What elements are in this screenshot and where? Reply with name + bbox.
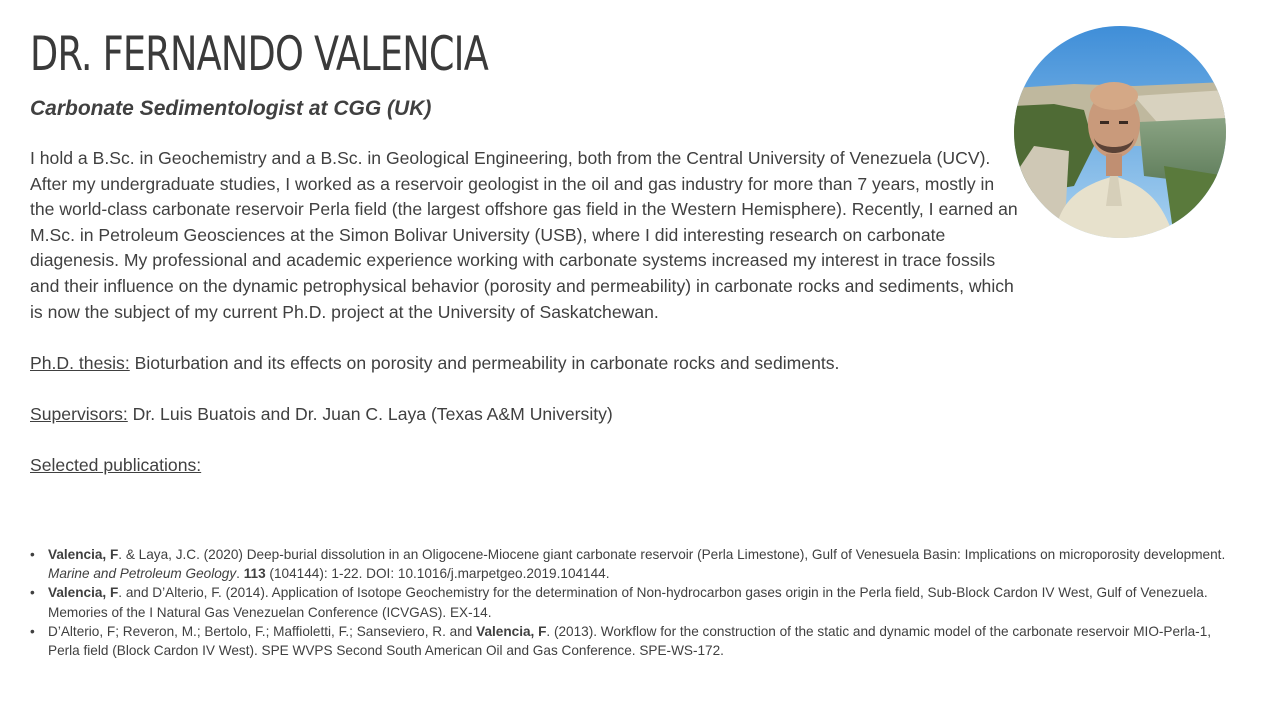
publication-text: (104144): 1-22. DOI: 10.1016/j.marpetgeo.2019.104144.: [265, 566, 610, 582]
supervisors-line: [30, 402, 1020, 428]
publications-list: [30, 545, 1230, 660]
publication-text: D’Alterio, F; Reveron, M.; Bertolo, F.; Maffioletti, F.; Sanseviero, R. and: [48, 623, 477, 639]
publications-label: Selected publications:: [30, 455, 202, 476]
supervisors-text: Dr. Luis Buatois and Dr. Juan C. Laya (Texas A&M University): [127, 403, 613, 424]
thesis-text: Bioturbation and its effects on porosity and permeability in carbonate rocks and sediments.: [129, 352, 840, 373]
body-text: [30, 146, 1020, 479]
publication-volume: 113: [243, 566, 266, 582]
thesis-label: Ph.D. thesis:: [30, 352, 130, 373]
supervisors-label: Supervisors:: [30, 403, 128, 424]
publication-text: . and D’Alterio, F. (2014). Application of Isotope Geochemistry for the determination of Non-hydrocarbon gases origin in the Perla field, Sub-Block Cardon IV West, Gulf of Venezuela. Memories of the I Natural Gas Venezuelan Conference (ICVGAS). EX-14.: [48, 585, 1208, 620]
publications-heading: [30, 453, 1020, 479]
page-subtitle: Carbonate Sedimentologist at CGG (UK): [30, 97, 432, 120]
publication-journal: Marine and Petroleum Geology: [48, 566, 237, 582]
spacer: [30, 428, 1020, 454]
publication-author-highlight: Valencia, F: [476, 623, 547, 639]
publication-item: [30, 545, 1230, 583]
publication-item: [30, 583, 1230, 621]
portrait-photo: [1014, 26, 1226, 238]
publication-text: . & Laya, J.C. (2020) Deep-burial dissolution in an Oligocene-Miocene giant carbonate reservoir (Perla Limestone), Gulf of Venesuela Basin: Implications on microporosity development.: [118, 547, 1226, 562]
spacer: [30, 376, 1020, 402]
thesis-line: [30, 351, 1020, 377]
publication-item: [30, 622, 1230, 660]
spacer: [30, 325, 1020, 351]
portrait-photo-illustration: [1014, 26, 1226, 238]
page-title: DR. FERNANDO VALENCIA: [30, 27, 489, 82]
bio-paragraph: I hold a B.Sc. in Geochemistry and a B.Sc. in Geological Engineering, both from the Central University of Venezuela (UCV). After my undergraduate studies, I worked as a reservoir geologist in the oil and gas industry for more than 7 years, mostly in the world-class carbonate reservoir Perla field (the largest offshore gas field in the Western Hemisphere). Recently, I earned an M.Sc. in Petroleum Geosciences at the Simon Bolivar University (USB), where I did interesting research on carbonate diagenesis. My professional and academic experience working with carbonate systems increased my interest in trace fossils and their influence on the dynamic petrophysical behavior (porosity and permeability) in carbonate rocks and sediments, which is now the subject of my current Ph.D. project at the University of Saskatchewan.: [30, 148, 1018, 322]
publication-text: .: [236, 566, 244, 582]
publication-author-highlight: Valencia, F: [48, 585, 119, 601]
publication-text: . (2013). Workflow for the construction of the static and dynamic model of the carbonate reservoir MIO-Perla-1, Perla field (Block Cardon IV West). SPE WVPS Second South American Oil and Gas Conference. SPE-WS-172.: [48, 623, 1212, 659]
publication-author-highlight: Valencia, F: [48, 547, 119, 562]
